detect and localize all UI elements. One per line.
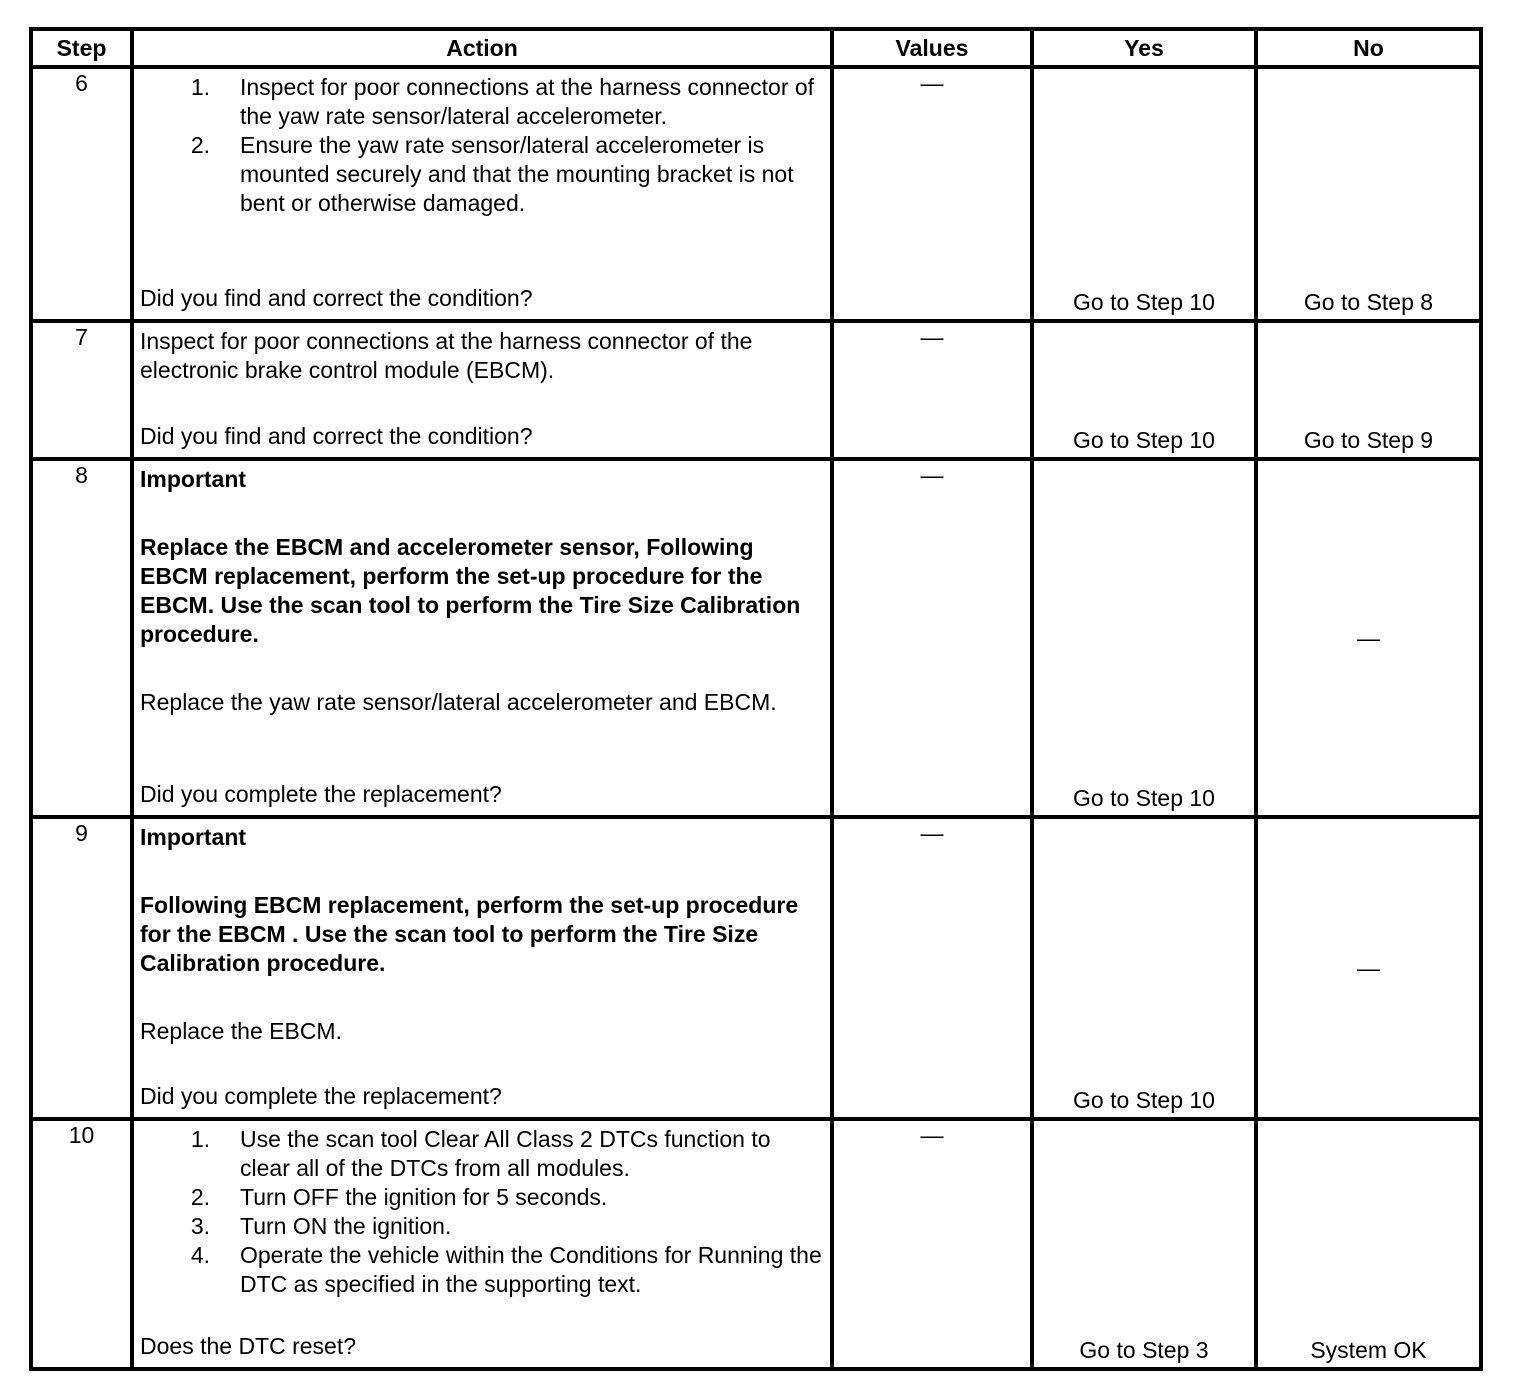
header-step: Step <box>31 29 132 67</box>
action-text: Inspect for poor connections at the harness connector of the electronic brake control module (EBCM). <box>140 328 753 383</box>
important-text: Replace the EBCM and accelerometer sensor, Following EBCM replacement, perform the set-up procedure for the EBCM. Use the scan tool to perform the Tire Size Calibration procedure. <box>140 534 801 647</box>
values-dash: — <box>920 70 944 96</box>
table-row-step-7 <box>31 321 1481 459</box>
action-text: Replace the yaw rate sensor/lateral accelerometer and EBCM. <box>140 689 777 715</box>
values-dash: — <box>920 462 944 488</box>
list-item: 4. Operate the vehicle within the Conditions for Running the DTC as specified in the supporting text. <box>190 1242 822 1297</box>
step-number: 8 <box>31 459 132 817</box>
action-text: Replace the EBCM. <box>140 1018 342 1044</box>
table-row-step-9 <box>31 817 1481 1119</box>
table-row-step-6 <box>31 67 1481 321</box>
action-cell <box>132 459 832 817</box>
yes-cell <box>1032 817 1256 1119</box>
values-cell <box>832 1119 1032 1369</box>
action-cell <box>132 1119 832 1369</box>
yes-cell <box>1032 459 1256 817</box>
procedure-list <box>140 1125 824 1299</box>
header-no: No <box>1256 29 1481 67</box>
list-item: 2. Ensure the yaw rate sensor/lateral accelerometer is mounted securely and that the mounting bracket is not bent or otherwise damaged. <box>190 132 794 216</box>
header-row <box>31 29 1481 67</box>
list-item: 2. Turn OFF the ignition for 5 seconds. <box>190 1184 608 1210</box>
values-cell <box>832 817 1032 1119</box>
values-cell <box>832 459 1032 817</box>
no-goto: Go to Step 9 <box>1303 427 1434 453</box>
yes-goto: Go to Step 10 <box>1073 785 1215 811</box>
header-action: Action <box>132 29 832 67</box>
yes-goto: Go to Step 3 <box>1079 1337 1209 1363</box>
step-number: 6 <box>31 67 132 321</box>
values-dash: — <box>920 820 944 846</box>
step-number: 10 <box>31 1119 132 1369</box>
important-label: Important <box>140 466 247 492</box>
header-yes: Yes <box>1032 29 1256 67</box>
no-goto: Go to Step 8 <box>1303 289 1434 315</box>
no-cell <box>1256 817 1481 1119</box>
list-item: 1. Inspect for poor connections at the harness connector of the yaw rate sensor/lateral accelerometer. <box>190 74 815 129</box>
values-dash: — <box>920 1122 944 1148</box>
no-cell <box>1256 459 1481 817</box>
values-cell <box>832 321 1032 459</box>
important-text: Following EBCM replacement, perform the set-up procedure for the EBCM . Use the scan tool to perform the Tire Size Calibration procedure. <box>140 892 799 976</box>
yes-cell <box>1032 321 1256 459</box>
no-cell <box>1256 321 1481 459</box>
yes-cell <box>1032 67 1256 321</box>
yes-goto: Go to Step 10 <box>1073 289 1215 315</box>
important-label: Important <box>140 824 247 850</box>
yes-goto: Go to Step 10 <box>1073 1087 1215 1113</box>
action-cell <box>132 321 832 459</box>
question-text: Did you find and correct the condition? <box>140 423 533 449</box>
question-text: Does the DTC reset? <box>140 1333 357 1359</box>
no-goto: System OK <box>1310 1337 1427 1363</box>
diagnostic-steps-table <box>29 27 1483 1371</box>
question-text: Did you complete the replacement? <box>140 1083 502 1109</box>
procedure-list <box>140 73 824 218</box>
table-row-step-8 <box>31 459 1481 817</box>
question-text: Did you find and correct the condition? <box>140 285 533 311</box>
table-row-step-10 <box>31 1119 1481 1369</box>
no-cell <box>1256 67 1481 321</box>
values-cell <box>832 67 1032 321</box>
values-dash: — <box>920 324 944 350</box>
no-cell <box>1256 1119 1481 1369</box>
no-dash: — <box>1357 954 1380 981</box>
yes-cell <box>1032 1119 1256 1369</box>
header-values: Values <box>832 29 1032 67</box>
list-item: 1. Use the scan tool Clear All Class 2 DTCs function to clear all of the DTCs from all modules. <box>190 1126 771 1181</box>
step-number: 9 <box>31 817 132 1119</box>
question-text: Did you complete the replacement? <box>140 781 502 807</box>
step-number: 7 <box>31 321 132 459</box>
action-cell <box>132 67 832 321</box>
no-dash: — <box>1357 624 1380 651</box>
action-cell <box>132 817 832 1119</box>
list-item: 3. Turn ON the ignition. <box>190 1213 452 1239</box>
yes-goto: Go to Step 10 <box>1073 427 1215 453</box>
